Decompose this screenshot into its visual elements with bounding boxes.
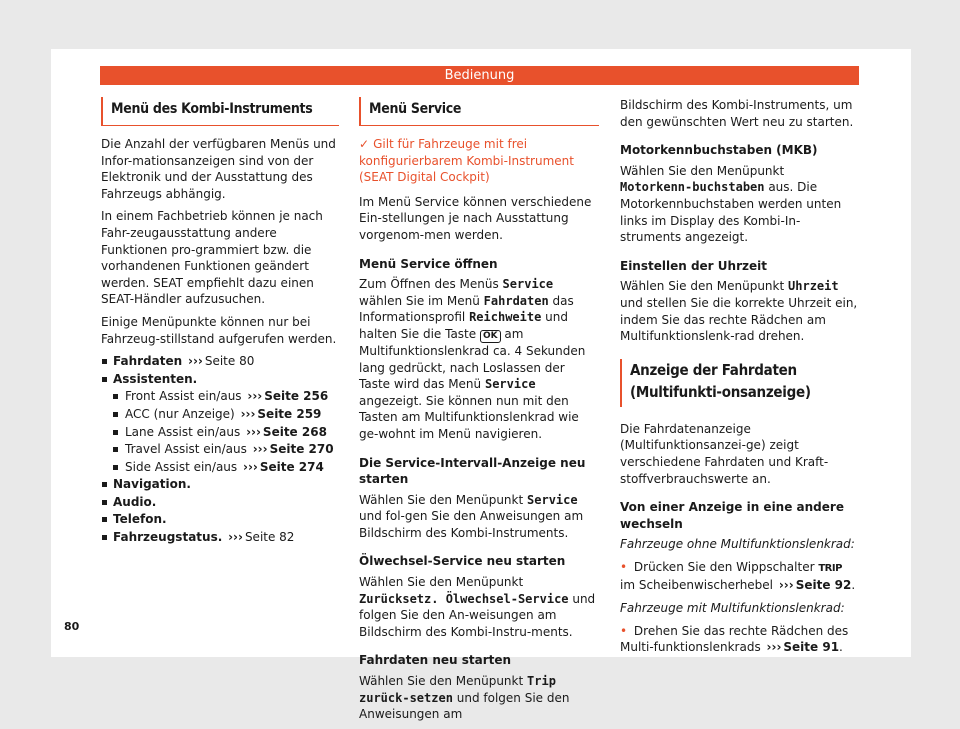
column-3: [620, 97, 860, 662]
bullet-icon: •: [620, 623, 628, 638]
list-item: [101, 371, 339, 388]
list-item-label: Travel Assist ein/aus: [125, 442, 247, 457]
list-item-label: Telefon.: [113, 512, 167, 527]
menu-list: [101, 353, 339, 546]
page-reference-link[interactable]: Seite 268: [262, 424, 327, 439]
subheading: Fahrdaten neu starten: [359, 653, 512, 668]
list-item-label: Fahrdaten: [113, 354, 183, 369]
note-text: Gilt für Fahrzeuge mit frei konfigurierbarem Kombi-Instrument (SEAT Digital Cockpit): [359, 137, 574, 185]
menu-term: Fahrdaten: [483, 293, 549, 308]
text: Wählen Sie den Menüpunkt: [359, 674, 524, 689]
subheading: Von einer Anzeige in eine andere wechseln: [620, 500, 844, 531]
menu-term: Service: [527, 492, 578, 507]
text: Wählen Sie den Menüpunkt: [359, 492, 524, 507]
text: Wählen Sie den Menüpunkt: [359, 575, 524, 590]
menu-term: Zurücksetz. Ölwechsel-Service: [359, 591, 569, 606]
menu-term: Service: [484, 377, 536, 392]
text: aus. Die Motorkennbuchstaben werden unten links im Display des Kombi-In-struments angezeigt.: [620, 180, 842, 245]
list-item: [101, 529, 339, 546]
subheading: Ölwechsel-Service neu starten: [359, 554, 566, 569]
list-item-label: Audio.: [113, 494, 157, 509]
paragraph: Die Fahrdatenanzeige (Multifunktionsanzei-ge) zeigt verschiedene Fahrdaten und Kraft-stoffverbrauchswerte an.: [620, 421, 829, 486]
page-reference-link[interactable]: Seite 274: [259, 459, 324, 474]
text: und folgen Sie den An-weisungen am Bildschirm des Kombi-Instru-ments.: [359, 591, 596, 639]
paragraph: Bildschirm des Kombi-Instruments, um den gewünschten Wert neu zu starten.: [620, 98, 854, 129]
check-icon: ✓: [359, 137, 370, 151]
paragraph: Die Anzahl der verfügbaren Menüs und Infor-mationsanzeigen sind von der Elektronik und der Ausstattung des Fahrzeugs abhängig.: [101, 137, 336, 201]
list-item: [101, 476, 339, 493]
menu-term: Trip zurück-setzen: [359, 674, 556, 705]
paragraph: [620, 163, 860, 246]
subheading: Menü Service öffnen: [359, 256, 498, 271]
text: Wählen Sie den Menüpunkt: [620, 279, 785, 294]
section-title-kombi-menu: Menü des Kombi-Instruments: [101, 97, 339, 126]
menu-term: Motorkenn-buchstaben: [620, 180, 765, 195]
section-title-service: Menü Service: [359, 97, 599, 126]
header-bar: Bedienung: [100, 66, 859, 85]
page-reference-link[interactable]: Seite 82: [244, 530, 295, 545]
text: Zum Öffnen des Menüs: [359, 277, 499, 292]
page-reference-link[interactable]: Seite 256: [264, 389, 329, 404]
bullet-icon: •: [620, 559, 628, 574]
column-1: [101, 97, 339, 547]
page-reference-link[interactable]: Seite 259: [257, 406, 322, 421]
reference-arrow: ›››: [247, 389, 263, 404]
column-2: [359, 97, 599, 729]
list-item-label: ACC (nur Anzeige): [125, 406, 235, 421]
reference-arrow: ›››: [766, 640, 782, 655]
reference-arrow: ›››: [240, 406, 256, 421]
list-item: [101, 353, 339, 370]
list-item-label: Navigation.: [113, 477, 191, 492]
trip-button-icon: TRIP: [818, 562, 842, 574]
condition-label: Fahrzeuge mit Multifunktionslenkrad:: [620, 601, 845, 616]
page-reference-link[interactable]: Seite 80: [204, 354, 255, 369]
list-item: [101, 441, 339, 458]
paragraph: Im Menü Service können verschiedene Ein-stellungen je nach Ausstattung vorgenom-men werden.: [359, 194, 592, 242]
menu-term: Uhrzeit: [788, 279, 839, 294]
text: Wählen Sie den Menüpunkt: [620, 163, 785, 178]
reference-arrow: ›››: [188, 354, 203, 369]
instruction: • Drücken Sie den Wippschalter TRIP im Scheibenwischerhebel ››› Seite 92.: [620, 559, 856, 593]
reference-arrow: ›››: [778, 578, 794, 593]
menu-term: Reichweite: [469, 310, 542, 325]
list-item-label: Assistenten.: [113, 371, 198, 386]
paragraph: [620, 278, 860, 344]
text: angezeigt. Sie können nun mit den Tasten am Multifunktionslenkrad wie ge-wohnt im Menü navigieren.: [359, 393, 579, 441]
paragraph: [359, 673, 599, 723]
paragraph: Einige Menüpunkte können nur bei Fahrzeug-stillstand aufgerufen werden.: [101, 314, 337, 346]
list-item: [101, 406, 339, 423]
page-reference-link[interactable]: Seite 92: [795, 578, 852, 593]
text: und stellen Sie die korrekte Uhrzeit ein, indem Sie das rechte Rädchen am Multifunktionslenk-rad drehen.: [620, 295, 858, 344]
page-reference-link[interactable]: Seite 270: [269, 442, 334, 457]
list-item: [101, 494, 339, 511]
paragraph: [359, 492, 599, 542]
list-item-label: Side Assist ein/aus: [125, 459, 238, 474]
text: und folgen Sie den Anweisungen am: [359, 690, 570, 722]
menu-term: Service: [502, 277, 554, 292]
text: am Multifunktionslenkrad ca. 4 Sekunden lang gedrückt, nach Loslassen der Taste wird das Menü: [359, 326, 586, 392]
list-item: [101, 424, 339, 441]
text: Drücken Sie den Wippschalter: [633, 559, 815, 574]
page-number: 80: [64, 620, 80, 633]
section-title-fahrdaten: Anzeige der Fahrdaten (Multifunkti-onsanzeige): [620, 359, 860, 407]
text: das Informationsprofil: [359, 293, 574, 325]
subheading: Die Service-Intervall-Anzeige neu starten: [359, 455, 586, 487]
paragraph: [359, 276, 599, 442]
reference-arrow: ›››: [246, 424, 261, 439]
list-item: [101, 511, 339, 528]
reference-arrow: ›››: [252, 442, 268, 457]
list-item: [101, 459, 339, 476]
paragraph: [359, 574, 599, 640]
paragraph: In einem Fachbetrieb können je nach Fahr-zeugausstattung andere Funktionen pro-grammiert bzw. die vorhandenen Funktionen geändert werden. SEAT empfiehlt dazu einen SEAT-Händler aufzusuchen.: [101, 209, 323, 307]
text: im Scheibenwischerhebel: [620, 578, 774, 593]
text: und halten Sie die Taste: [359, 310, 568, 341]
reference-arrow: ›››: [243, 459, 258, 474]
text: und fol-gen Sie den Anweisungen am Bildschirm des Kombi-Instruments.: [359, 509, 584, 540]
instruction: • Drehen Sie das rechte Rädchen des Multi-funktionslenkrads ››› Seite 91.: [620, 623, 849, 655]
list-item-label: Front Assist ein/aus: [125, 389, 242, 404]
subheading: Einstellen der Uhrzeit: [620, 258, 767, 273]
text: wählen Sie im Menü: [359, 293, 480, 308]
reference-arrow: ›››: [228, 530, 243, 545]
list-item: [101, 388, 339, 405]
list-item-label: Lane Assist ein/aus: [125, 424, 241, 439]
ok-button-icon: OK: [480, 330, 501, 343]
page-reference-link[interactable]: Seite 91: [783, 640, 840, 655]
condition-label: Fahrzeuge ohne Multifunktionslenkrad:: [620, 537, 855, 552]
applicability-note: [359, 136, 599, 186]
text: Drehen Sie das rechte Rädchen des Multi-funktionslenkrads: [620, 623, 849, 655]
subheading: Motorkennbuchstaben (MKB): [620, 143, 818, 158]
list-item-label: Fahrzeugstatus.: [113, 530, 223, 545]
